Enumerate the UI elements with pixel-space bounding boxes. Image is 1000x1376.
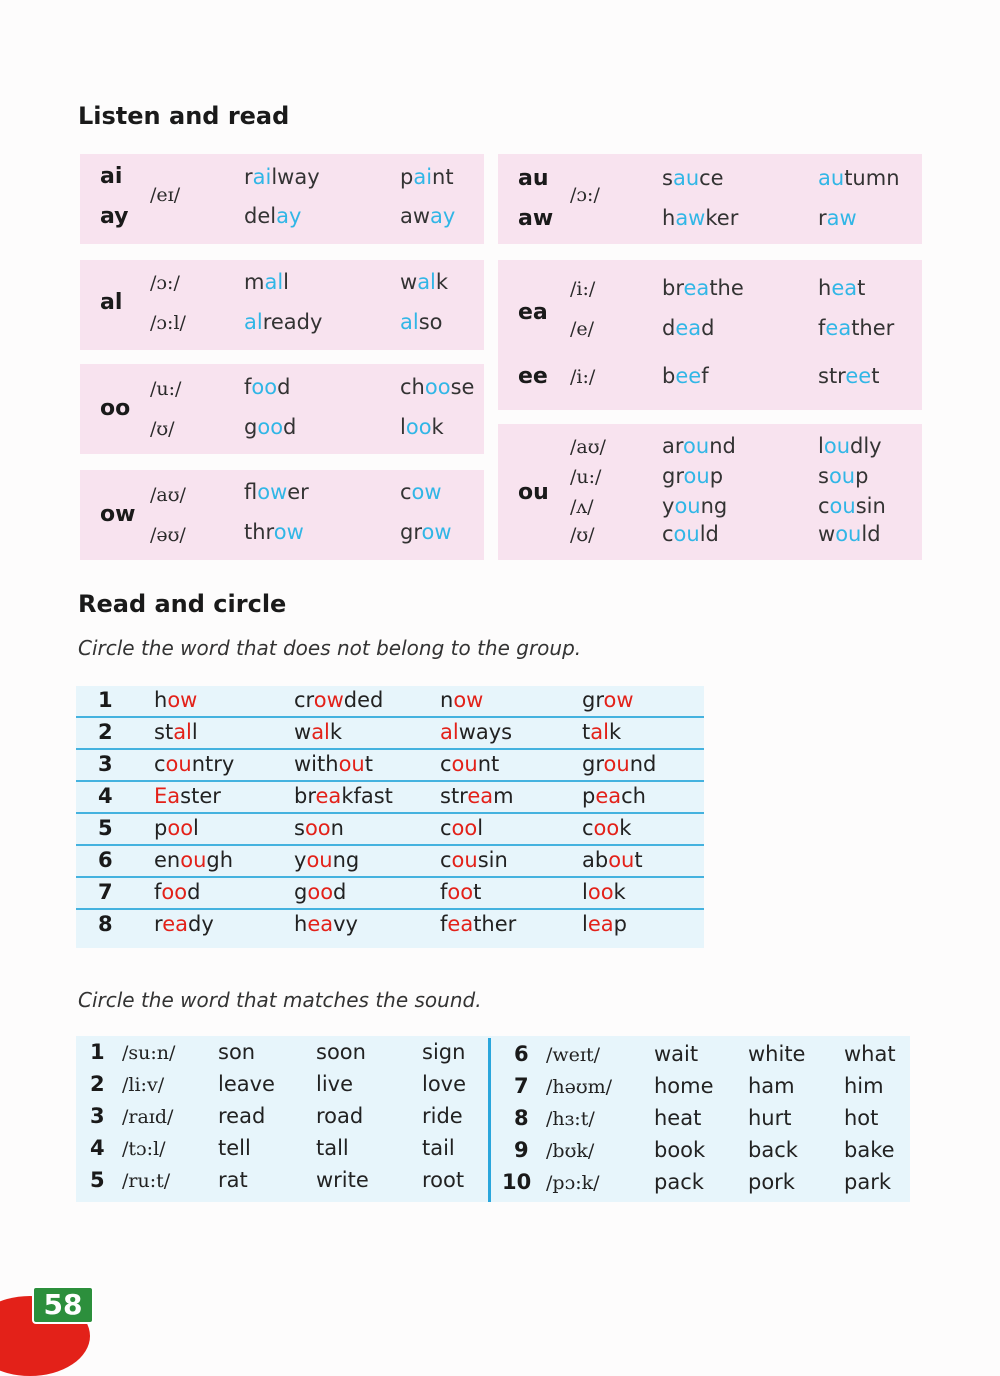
choice-word[interactable]: pack [654,1170,704,1194]
word-group: group [662,464,724,488]
choice-word[interactable]: heavy [294,912,358,936]
word-away: away [400,204,456,228]
row-number: 2 [98,720,113,744]
choice-word[interactable]: ready [154,912,214,936]
code-ea: ea [518,300,548,325]
choice-word[interactable]: count [440,752,500,776]
section-heading-listen-and-read: Listen and read [78,102,290,130]
choice-word[interactable]: heat [654,1106,702,1130]
word-good: good [244,415,297,439]
word-cousin: cousin [818,494,886,518]
word-street: street [818,364,880,388]
ipa-e: /e/ [570,318,595,340]
section-heading-read-and-circle: Read and circle [78,590,287,618]
word-young: young [662,494,728,518]
ipa-u-long: /u:/ [150,378,182,400]
choice-word[interactable]: how [154,688,198,712]
code-ai: ai [100,164,123,189]
word-heat: heat [818,276,866,300]
table-row [76,814,704,846]
table-row [76,846,704,878]
choice-word[interactable]: tell [218,1136,251,1160]
word-raw: raw [818,206,857,230]
choice-word[interactable]: read [218,1104,266,1128]
choice-word[interactable]: young [294,848,360,872]
word-grow: grow [400,520,452,544]
choice-word[interactable]: bake [844,1138,895,1162]
code-ay: ay [100,204,129,229]
ipa-ou-u-short: /ʊ/ [570,524,595,546]
choice-word[interactable]: home [654,1074,714,1098]
ipa-ei: /eɪ/ [150,184,181,206]
word-beef: beef [662,364,709,388]
row-number: 3 [90,1104,105,1128]
code-ou: ou [518,480,549,505]
code-oo: oo [100,396,131,421]
sound-ipa: /weɪt/ [546,1044,601,1066]
code-al: al [100,290,123,315]
ipa-u-short: /ʊ/ [150,418,175,440]
choice-word[interactable]: ride [422,1104,463,1128]
choice-word[interactable]: leap [582,912,627,936]
ipa-ol: /ɔ:l/ [150,312,186,334]
instruction-odd-one-out: Circle the word that does not belong to the group. [78,636,582,660]
code-aw: aw [518,206,554,231]
ipa-aw: /ɔ:/ [570,184,600,206]
table-row [76,718,704,750]
choice-word[interactable]: enough [154,848,234,872]
choice-word[interactable]: without [294,752,373,776]
choice-word[interactable]: soon [294,816,344,840]
choice-word[interactable]: ground [582,752,657,776]
choice-word[interactable]: sign [422,1040,466,1064]
code-ee: ee [518,364,548,389]
row-number: 10 [502,1170,532,1194]
word-railway: railway [244,165,320,189]
sound-ipa: /pɔ:k/ [546,1172,600,1194]
choice-word[interactable]: what [844,1042,896,1066]
code-ow: ow [100,502,136,527]
choice-word[interactable]: food [154,880,201,904]
ipa-o-long: /ɔ:/ [150,272,180,294]
row-number: 4 [90,1136,105,1160]
ipa-i-long-ea: /i:/ [570,278,596,300]
word-food: food [244,375,291,399]
sound-ipa: /raɪd/ [122,1106,174,1128]
choice-word[interactable]: road [316,1104,364,1128]
choice-word[interactable]: hot [844,1106,879,1130]
choice-word[interactable]: about [582,848,643,872]
sound-ipa: /bʊk/ [546,1140,595,1162]
word-choose: choose [400,375,475,399]
choice-word[interactable]: foot [440,880,482,904]
sound-ipa: /li:v/ [122,1074,165,1096]
table-row [76,686,704,718]
table-row [76,910,704,948]
choice-word[interactable]: stall [154,720,198,744]
row-number: 7 [98,880,113,904]
choice-word[interactable]: pool [154,816,199,840]
code-au: au [518,166,549,191]
word-around: around [662,434,736,458]
word-also: also [400,310,443,334]
row-number: 8 [514,1106,529,1130]
choice-word[interactable]: leave [218,1072,275,1096]
choice-word[interactable]: wait [654,1042,699,1066]
sound-ipa: /hɜ:t/ [546,1108,595,1130]
choice-word[interactable]: love [422,1072,467,1096]
choice-word[interactable]: rat [218,1168,248,1192]
choice-word[interactable]: him [844,1074,884,1098]
choice-word[interactable]: hurt [748,1106,792,1130]
match-sound-table [76,1036,910,1202]
word-loudly: loudly [818,434,882,458]
choice-word[interactable]: book [654,1138,706,1162]
row-number: 4 [98,784,113,808]
row-number: 5 [90,1168,105,1192]
choice-word[interactable]: cousin [440,848,508,872]
sound-ipa: /tɔ:l/ [122,1138,166,1160]
word-delay: delay [244,204,302,228]
row-number: 1 [90,1040,105,1064]
choice-word[interactable]: peach [582,784,646,808]
ipa-au: /aʊ/ [150,484,186,506]
sound-ipa: /su:n/ [122,1042,176,1064]
ipa-ou-u-long: /u:/ [570,466,602,488]
choice-word[interactable]: tail [422,1136,455,1160]
column-divider [488,1038,491,1202]
choice-word[interactable]: soon [316,1040,366,1064]
row-number: 7 [514,1074,529,1098]
word-cow: cow [400,480,442,504]
word-already: already [244,310,323,334]
choice-word[interactable]: now [440,688,484,712]
word-mall: mall [244,270,290,294]
choice-word[interactable]: good [294,880,347,904]
word-dead: dead [662,316,715,340]
ipa-i-long-ee: /i:/ [570,366,596,388]
choice-word[interactable]: country [154,752,235,776]
row-number: 6 [98,848,113,872]
sound-ipa: /həʊm/ [546,1076,613,1098]
word-flower: flower [244,480,309,504]
choice-word[interactable]: talk [582,720,622,744]
word-soup: soup [818,464,869,488]
ipa-ou-schwa: /ʌ/ [570,496,594,518]
word-sauce: sauce [662,166,724,190]
word-feather: feather [818,316,895,340]
choice-word[interactable]: stream [440,784,514,808]
ipa-ou-au: /aʊ/ [570,436,606,458]
choice-word[interactable]: grow [582,688,634,712]
word-breathe: breathe [662,276,744,300]
instruction-match-sound: Circle the word that matches the sound. [78,988,482,1012]
choice-word[interactable]: breakfast [294,784,393,808]
row-number: 3 [98,752,113,776]
choice-word[interactable]: cook [582,816,632,840]
odd-one-out-table [76,686,704,948]
table-row [76,878,704,910]
word-throw: throw [244,520,304,544]
row-number: 5 [98,816,113,840]
row-number: 6 [514,1042,529,1066]
choice-word[interactable]: pork [748,1170,795,1194]
choice-word[interactable]: walk [294,720,343,744]
word-autumn: autumn [818,166,900,190]
choice-word[interactable]: always [440,720,513,744]
word-walk: walk [400,270,449,294]
row-number: 9 [514,1138,529,1162]
table-row [76,782,704,814]
ipa-ou: /əʊ/ [150,524,186,546]
sound-ipa: /ru:t/ [122,1170,171,1192]
choice-word[interactable]: tall [316,1136,349,1160]
row-number: 8 [98,912,113,936]
choice-word[interactable]: feather [440,912,517,936]
choice-word[interactable]: look [582,880,626,904]
table-row [76,750,704,782]
choice-word[interactable]: ham [748,1074,795,1098]
row-number: 2 [90,1072,105,1096]
choice-word[interactable]: root [422,1168,465,1192]
choice-word[interactable]: cool [440,816,484,840]
choice-word[interactable]: write [316,1168,369,1192]
choice-word[interactable]: back [748,1138,798,1162]
choice-word[interactable]: white [748,1042,806,1066]
page-number: 58 [32,1286,94,1324]
word-look: look [400,415,444,439]
word-hawker: hawker [662,206,739,230]
choice-word[interactable]: crowded [294,688,384,712]
row-number: 1 [98,688,113,712]
choice-word[interactable]: Easter [154,784,221,808]
choice-word[interactable]: park [844,1170,891,1194]
word-would: would [818,522,881,546]
word-paint: paint [400,165,454,189]
choice-word[interactable]: son [218,1040,256,1064]
word-could: could [662,522,719,546]
choice-word[interactable]: live [316,1072,354,1096]
